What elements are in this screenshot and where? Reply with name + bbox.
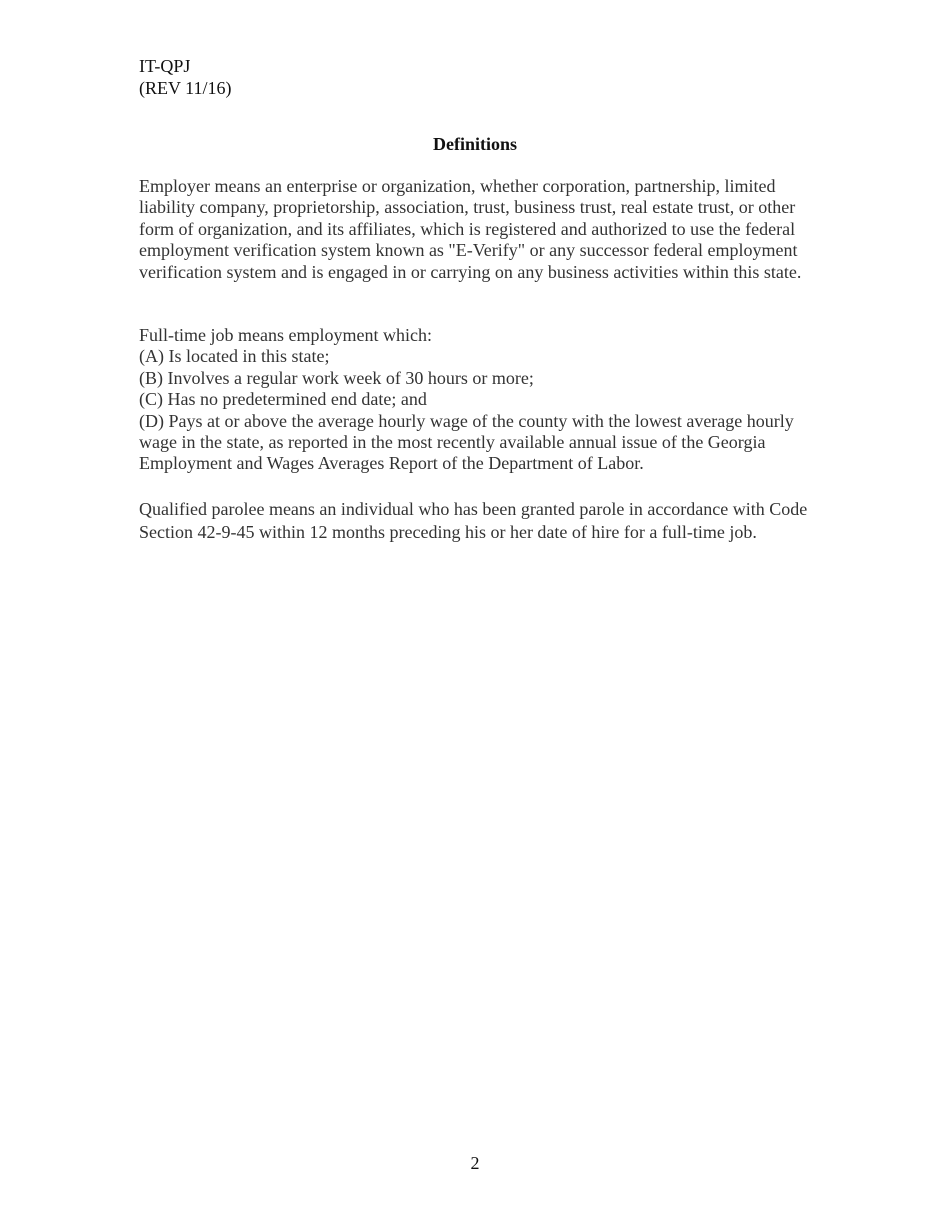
full-time-job-definition xyxy=(139,325,819,475)
list-item-d: (D) Pays at or above the average hourly wage of the county with the lowest average hourly wage in the state, as reported in the most recently available annual issue of the Georgia Employment and Wages Averages Report of the Department of Labor. xyxy=(139,410,794,474)
form-revision: (REV 11/16) xyxy=(139,77,232,98)
employer-definition-text: Employer means an enterprise or organization, whether corporation, partnership, limited liability company, proprietorship, association, trust, business trust, real estate trust, or other form of organization, and its affiliates, which is registered and authorized to use the federal employment verification system known as "E-Verify" or any successor federal employment verification system and is engaged in or carrying on any business activities within this state. xyxy=(139,176,802,282)
full-time-job-intro: Full-time job means employment which: xyxy=(139,325,432,345)
employer-definition xyxy=(139,176,819,283)
page-number: 2 xyxy=(470,1153,480,1173)
list-item-b: (B) Involves a regular work week of 30 hours or more; xyxy=(139,367,534,388)
page-title: Definitions xyxy=(432,134,517,154)
qualified-parolee-text: Qualified parolee means an individual who has been granted parole in accordance with Code Section 42-9-45 within 12 months preceding his or her date of hire for a full-time job. xyxy=(139,499,808,542)
list-item-c: (C) Has no predetermined end date; and xyxy=(139,389,427,410)
form-code: IT-QPJ xyxy=(139,56,191,76)
list-item-a: (A) Is located in this state; xyxy=(139,346,330,367)
form-identifier xyxy=(139,56,232,99)
qualified-parolee-definition xyxy=(139,498,819,544)
